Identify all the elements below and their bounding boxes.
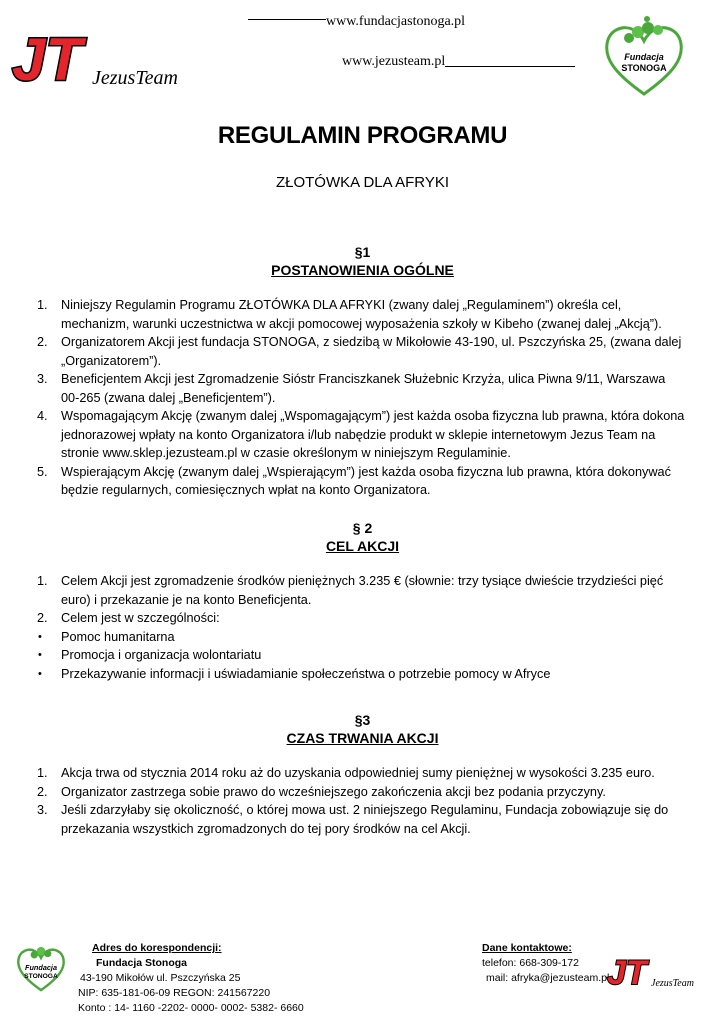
section-2 bbox=[0, 520, 725, 683]
section-number: §1 bbox=[354, 244, 371, 260]
section-1 bbox=[0, 244, 725, 500]
logo-wordmark: JezusTeam bbox=[92, 67, 178, 89]
site-link-jezusteam[interactable]: www.jezusteam.pl bbox=[342, 54, 446, 69]
section-number: § 2 bbox=[352, 520, 373, 536]
list-item: 2. Celem jest w szczególności: bbox=[37, 611, 220, 625]
svg-text:STONOGA: STONOGA bbox=[24, 972, 58, 980]
registration-ids: NIP: 635-181-06-09 REGON: 241567220 bbox=[78, 987, 271, 999]
stonoga-logo bbox=[603, 14, 685, 98]
bank-account: Konto : 14- 1160 -2202- 0000- 0002- 5382- 6660 bbox=[78, 1002, 304, 1014]
contact-phone: telefon: 668-309-172 bbox=[482, 957, 579, 969]
logo-line1: Fundacja bbox=[624, 52, 664, 62]
footer-address bbox=[78, 941, 338, 1016]
list-item: 4. Wspomagającym Akcję (zwanym dalej „Wspomagającym”) jest każda osoba fizyczna lub prawna, która dokona jednorazowej wpłaty na konto Organizatora i/lub nabędzie produkt w sklepie internetowym Jezus Team na stronie www.sklep.jezusteam.pl w czasie określonym w niniejszym Regulaminie. bbox=[37, 409, 685, 460]
jezusteam-logo-small bbox=[605, 952, 695, 992]
section-number: §3 bbox=[354, 712, 371, 728]
org-name: Fundacja Stonoga bbox=[96, 957, 188, 969]
bullet-item: • Pomoc humanitarna bbox=[38, 629, 175, 644]
address-label: Adres do korespondencji: bbox=[92, 942, 222, 954]
list-item: 3. Beneficjentem Akcji jest Zgromadzenie Sióstr Franciszkanek Służebnic Krzyża, ulica Piwna 9/11, Warszawa 00-265 (zwana dalej „Beneficjentem”). bbox=[37, 372, 666, 405]
list-item: 1. Celem Akcji jest zgromadzenie środków pieniężnych 3.235 € (słownie: trzy tysiące dwieście trzydzieści pięć euro) i przekazanie je na konto Beneficjenta. bbox=[37, 574, 664, 607]
section-heading: CZAS TRWANIA AKCJI bbox=[286, 730, 439, 746]
document-subtitle: ZŁOTÓWKA DLA AFRYKI bbox=[275, 174, 450, 191]
section-3 bbox=[0, 712, 725, 838]
list-item: 2. Organizatorem Akcji jest fundacja STONOGA, z siedzibą w Mikołowie 43-190, ul. Pszczyńska 25, (zwana dalej „Organizatorem”). bbox=[37, 335, 682, 368]
svg-text:JezusTeam: JezusTeam bbox=[651, 978, 694, 989]
list-item: 2. Organizator zastrzega sobie prawo do wcześniejszego zakończenia akcji bez podania przyczyny. bbox=[37, 784, 606, 799]
svg-text:Fundacja: Fundacja bbox=[24, 963, 58, 973]
logo-line2: STONOGA bbox=[621, 63, 667, 73]
document-title: REGULAMIN PROGRAMU bbox=[217, 122, 508, 149]
site-link-stonoga[interactable]: www.fundacjastonoga.pl bbox=[326, 14, 466, 29]
contact-label: Dane kontaktowe: bbox=[482, 942, 572, 954]
stonoga-logo-small bbox=[16, 940, 66, 994]
jezusteam-logo bbox=[10, 24, 182, 98]
header-links bbox=[248, 14, 588, 74]
address-line: 43-190 Mikołów ul. Pszczyńska 25 bbox=[80, 972, 241, 984]
list-item: 3. Jeśli zdarzyłaby się okoliczność, o której mowa ust. 2 niniejszego Regulaminu, Fundacja zobowiązuje się do przekazania wszystkich zgromadzonych do tej pory środków na cel Akcji. bbox=[37, 803, 669, 836]
section-heading: CEL AKCJI bbox=[325, 538, 400, 554]
list-item: 1. Niniejszy Regulamin Programu ZŁOTÓWKA DLA AFRYKI (zwany dalej „Regulaminem”) określa cel, mechanizm, warunki uczestnictwa w akcji pomocowej wyposażenia szkoły w Kibeho (zwanej dalej „Akcją”). bbox=[37, 298, 662, 331]
contact-mail[interactable]: mail: afryka@jezusteam.pl bbox=[486, 972, 610, 984]
list-item: 1. Akcja trwa od stycznia 2014 roku aż do uzyskania odpowiedniej sumy pieniężnej w wysokości 3.235 euro. bbox=[37, 766, 655, 780]
list-item: 5. Wspierającym Akcję (zwanym dalej „Wspierającym”) jest każda osoba fizyczna lub prawna, która dokonywać będzie regularnych, comiesięcznych wpłat na konto Organizatora. bbox=[37, 464, 671, 497]
svg-text:JT: JT bbox=[607, 954, 647, 992]
bullet-item: • Przekazywanie informacji i uświadamianie społeczeństwa o potrzebie pomocy w Afryce bbox=[38, 666, 551, 681]
logo-letters: JT bbox=[12, 26, 83, 93]
section-heading: POSTANOWIENIA OGÓLNE bbox=[271, 262, 454, 278]
bullet-item: • Promocja i organizacja wolontariatu bbox=[38, 648, 262, 662]
